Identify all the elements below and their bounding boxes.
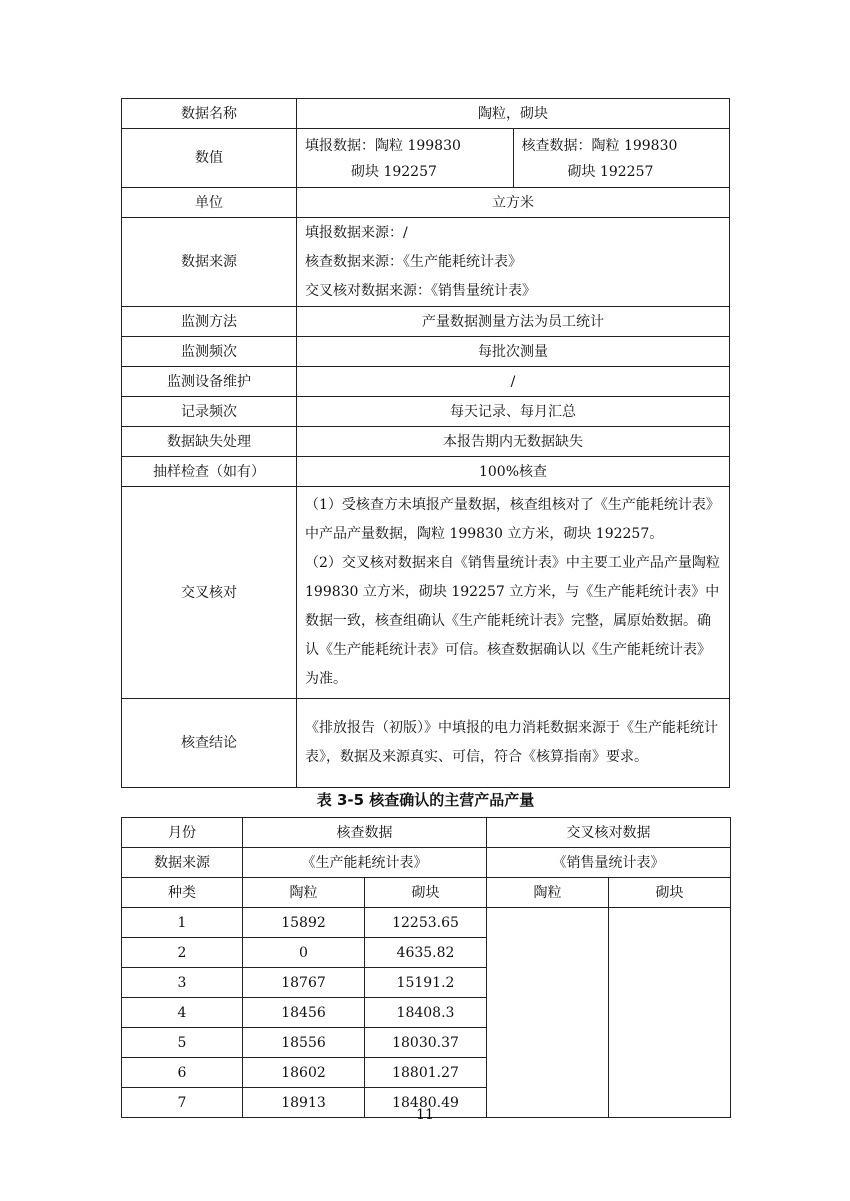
cell-taoli: 0 [243,938,365,968]
verified-title: 核查数据：陶粒 199830 [521,138,678,154]
row-data-name [122,99,730,129]
row-unit [122,188,730,218]
value-frequency: 每批次测量 [297,337,730,367]
label-values: 数值 [122,129,297,188]
header-kind: 种类 [122,878,243,908]
header-row-month [122,818,731,848]
table-caption: 表 3-5 核查确认的主营产品产量 [316,791,535,809]
header-cross-qikuai: 砌块 [609,878,731,908]
cell-month: 2 [122,938,243,968]
cell-taoli: 18456 [243,998,365,1028]
header-month: 月份 [122,818,243,848]
cell-taoli: 18602 [243,1058,365,1088]
cell-month: 7 [122,1088,243,1118]
header-source: 数据来源 [122,848,243,878]
cell-cross-qikuai-empty [609,908,731,1118]
value-source [297,218,730,307]
label-sampling: 抽样检查（如有） [122,457,297,487]
header-row-kind [122,878,731,908]
cell-qikuai: 18030.37 [365,1028,487,1058]
label-cross-check: 交叉核对 [122,487,297,699]
value-cross-check [297,487,730,699]
label-missing: 数据缺失处理 [122,427,297,457]
cell-qikuai: 12253.65 [365,908,487,938]
cell-qikuai: 4635.82 [365,938,487,968]
row-source [122,218,730,307]
cell-month: 1 [122,908,243,938]
value-conclusion: 《排放报告（初版）》中填报的电力消耗数据来源于《生产能耗统计表》，数据及来源真实、可信，符合《核算指南》要求。 [297,699,730,788]
header-cross: 交叉核对数据 [487,818,731,848]
label-data-name: 数据名称 [122,99,297,129]
data-info-table [121,98,730,788]
verified-sub: 砌块 192257 [567,164,654,180]
row-values [122,129,730,188]
verified-data [513,129,730,187]
value-values [297,129,730,188]
cell-month: 6 [122,1058,243,1088]
label-record: 记录频次 [122,397,297,427]
header-cross-taoli: 陶粒 [487,878,609,908]
cell-taoli: 18767 [243,968,365,998]
cell-taoli: 18913 [243,1088,365,1118]
label-source: 数据来源 [122,218,297,307]
cell-qikuai: 18480.49 [365,1088,487,1118]
label-unit: 单位 [122,188,297,218]
source-verified: 《生产能耗统计表》 [243,848,487,878]
row-sampling [122,457,730,487]
cell-month: 4 [122,998,243,1028]
source-line: 核查数据来源：《生产能耗统计表》 [305,253,522,270]
header-taoli: 陶粒 [243,878,365,908]
cross-check-paragraph-2: （2）交叉核对数据来自《销售量统计表》中主要工业产品产量陶粒 199830 立方米，砌块 192257 立方米，与《生产能耗统计表》中数据一致，核查组确认《生产能耗统计表》完整，属原始数据。确认《生产能耗统计表》可信。核查数据确认以《生产能耗统计表》为准。 [305,555,720,687]
reported-sub: 砌块 192257 [351,164,437,180]
cell-month: 3 [122,968,243,998]
cell-month: 5 [122,1028,243,1058]
reported-title: 填报数据：陶粒 199830 [305,138,461,154]
value-method: 产量数据测量方法为员工统计 [297,307,730,337]
header-qikuai: 砌块 [365,878,487,908]
source-cross: 《销售量统计表》 [487,848,731,878]
page-number: 11 [416,1107,434,1123]
reported-data [297,129,513,187]
source-line: 交叉核对数据来源：《销售量统计表》 [305,282,536,299]
value-missing: 本报告期内无数据缺失 [297,427,730,457]
value-record: 每天记录、每月汇总 [297,397,730,427]
row-maintenance [122,367,730,397]
value-data-name: 陶粒，砌块 [297,99,730,129]
production-table [121,817,731,1118]
cell-qikuai: 15191.2 [365,968,487,998]
row-missing [122,427,730,457]
label-maintenance: 监测设备维护 [122,367,297,397]
label-conclusion: 核查结论 [122,699,297,788]
label-frequency: 监测频次 [122,337,297,367]
row-conclusion [122,699,730,788]
header-verified: 核查数据 [243,818,487,848]
cell-qikuai: 18801.27 [365,1058,487,1088]
cell-qikuai: 18408.3 [365,998,487,1028]
value-unit: 立方米 [297,188,730,218]
row-cross-check [122,487,730,699]
cross-check-paragraph-1: （1）受核查方未填报产量数据，核查组核对了《生产能耗统计表》中产品产量数据，陶粒 199830 立方米，砌块 192257。 [305,497,720,542]
row-frequency [122,337,730,367]
value-maintenance: / [297,367,730,397]
cell-taoli: 15892 [243,908,365,938]
row-method [122,307,730,337]
value-sampling: 100%核查 [297,457,730,487]
header-row-source [122,848,731,878]
cell-taoli: 18556 [243,1028,365,1058]
label-method: 监测方法 [122,307,297,337]
source-line: 填报数据来源：/ [305,224,408,241]
table-row [122,908,731,938]
cell-cross-taoli-empty [487,908,609,1118]
row-record [122,397,730,427]
